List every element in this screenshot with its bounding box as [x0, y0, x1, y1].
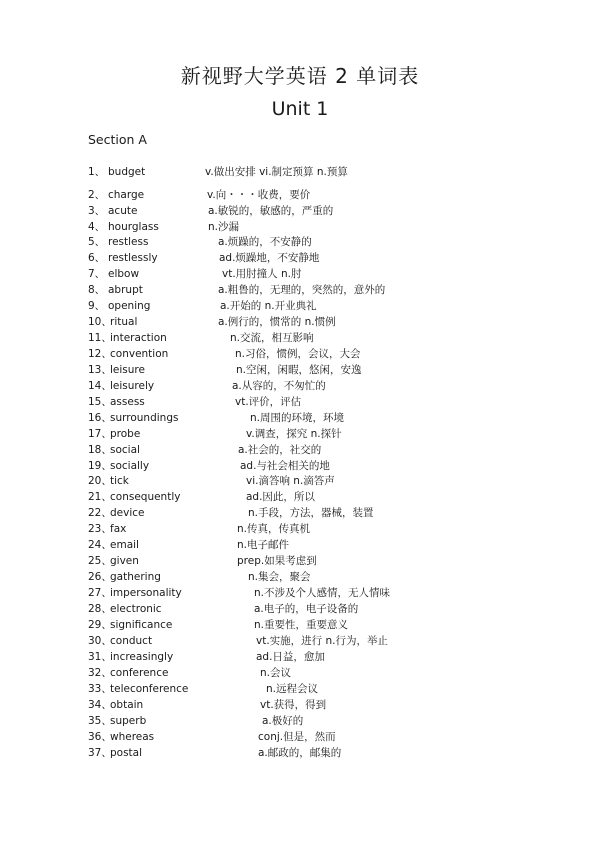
vocab-entry	[0, 713, 600, 729]
vocab-entry	[0, 330, 600, 346]
entry-word: acute	[108, 205, 138, 217]
entry-number: 20、	[88, 475, 112, 487]
entry-number: 19、	[88, 460, 112, 472]
page-title: 新视野大学英语 2 单词表	[180, 64, 420, 88]
entry-word: postal	[110, 747, 143, 759]
vocab-entry	[0, 697, 600, 713]
vocab-entry	[0, 473, 600, 489]
entry-word: interaction	[110, 332, 167, 344]
entry-definition: v.做出安排 vi.制定预算 n.预算	[205, 166, 348, 178]
entry-word: elbow	[108, 268, 140, 280]
entry-number: 23、	[88, 523, 112, 535]
entry-word: restlessly	[108, 252, 158, 264]
vocab-entry	[0, 164, 600, 180]
entry-definition: a.例行的，惯常的 n.惯例	[218, 316, 336, 328]
entry-number: 14、	[88, 380, 112, 392]
entry-definition: v.向・・・收费，要价	[207, 189, 311, 201]
entry-word: whereas	[110, 731, 155, 743]
entry-definition: n.会议	[260, 667, 291, 679]
entry-number: 24、	[88, 539, 112, 551]
entry-definition: n.周围的环境，环境	[250, 412, 344, 424]
entry-definition: a.社会的，社交的	[238, 444, 322, 456]
entry-word: fax	[110, 523, 127, 535]
entry-definition: a.粗鲁的，无理的，突然的，意外的	[218, 284, 386, 296]
entry-number: 17、	[88, 428, 112, 440]
vocab-entry	[0, 234, 600, 250]
entry-number: 10、	[88, 316, 112, 328]
entry-definition: a.敏锐的，敏感的，严重的	[208, 205, 334, 217]
entry-number: 16、	[88, 412, 112, 424]
entry-definition: ad.日益，愈加	[256, 651, 325, 663]
vocab-entry	[0, 426, 600, 442]
entry-number: 3、	[88, 205, 106, 217]
vocab-entry	[0, 617, 600, 633]
entry-word: abrupt	[108, 284, 143, 296]
entry-number: 36、	[88, 731, 112, 743]
unit-heading: Unit 1	[271, 98, 329, 120]
entry-number: 35、	[88, 715, 112, 727]
entry-word: surroundings	[110, 412, 179, 424]
entry-definition: v.调查，探究 n.探针	[246, 428, 342, 440]
entry-number: 18、	[88, 444, 112, 456]
entry-word: hourglass	[108, 221, 159, 233]
vocab-entry	[0, 314, 600, 330]
vocab-entry	[0, 569, 600, 585]
entry-number: 6、	[88, 252, 106, 264]
entry-definition: n.不涉及个人感情，无人情味	[254, 587, 390, 599]
entry-word: email	[110, 539, 139, 551]
entry-number: 12、	[88, 348, 112, 360]
entry-number: 21、	[88, 491, 112, 503]
entry-word: increasingly	[110, 651, 174, 663]
entry-word: consequently	[110, 491, 181, 503]
entry-word: obtain	[110, 699, 144, 711]
entry-word: conduct	[110, 635, 153, 647]
entry-number: 37、	[88, 747, 112, 759]
entry-definition: conj.但是，然而	[258, 731, 336, 743]
entry-word: convention	[110, 348, 169, 360]
entry-definition: vt.实施，进行 n.行为，举止	[256, 635, 388, 647]
entry-number: 13、	[88, 364, 112, 376]
entry-word: budget	[108, 166, 146, 178]
entry-number: 5、	[88, 236, 106, 248]
entry-definition: ad.因此，所以	[246, 491, 315, 503]
entry-definition: n.沙漏	[208, 221, 239, 233]
entry-number: 29、	[88, 619, 112, 631]
vocab-entry	[0, 729, 600, 745]
entry-number: 27、	[88, 587, 112, 599]
entry-number: 25、	[88, 555, 112, 567]
entry-word: social	[110, 444, 140, 456]
entry-definition: a.邮政的，邮集的	[258, 747, 342, 759]
entry-number: 32、	[88, 667, 112, 679]
entry-number: 2、	[88, 189, 106, 201]
entry-number: 9、	[88, 300, 106, 312]
entry-number: 26、	[88, 571, 112, 583]
vocab-entry	[0, 219, 600, 235]
vocab-entry	[0, 378, 600, 394]
vocab-entry	[0, 521, 600, 537]
entry-word: superb	[110, 715, 147, 727]
entry-definition: a.烦躁的，不安静的	[218, 236, 312, 248]
vocab-entry	[0, 537, 600, 553]
entry-definition: vt.评价，评估	[235, 396, 302, 408]
entry-number: 30、	[88, 635, 112, 647]
vocab-entry	[0, 553, 600, 569]
entry-number: 22、	[88, 507, 112, 519]
vocab-entry	[0, 505, 600, 521]
entry-definition: n.远程会议	[266, 683, 318, 695]
vocab-entry	[0, 489, 600, 505]
entry-word: electronic	[110, 603, 162, 615]
entry-definition: n.手段，方法，器械，装置	[248, 507, 374, 519]
entry-word: tick	[110, 475, 129, 487]
entry-number: 28、	[88, 603, 112, 615]
entry-word: gathering	[110, 571, 161, 583]
vocab-entry	[0, 250, 600, 266]
entry-number: 1、	[88, 166, 106, 178]
vocab-entry	[0, 681, 600, 697]
entry-word: probe	[110, 428, 141, 440]
entry-definition: ad.烦躁地，不安静地	[219, 252, 320, 264]
vocab-entry	[0, 266, 600, 282]
entry-word: conference	[110, 667, 169, 679]
vocab-entry	[0, 187, 600, 203]
entry-word: device	[110, 507, 145, 519]
entry-number: 33、	[88, 683, 112, 695]
entry-word: assess	[110, 396, 145, 408]
vocab-entry	[0, 394, 600, 410]
vocab-entry	[0, 665, 600, 681]
vocab-entry	[0, 633, 600, 649]
entry-number: 8、	[88, 284, 106, 296]
vocab-entry	[0, 442, 600, 458]
entry-number: 7、	[88, 268, 106, 280]
entry-word: socially	[110, 460, 150, 472]
entry-word: ritual	[110, 316, 138, 328]
entry-word: opening	[108, 300, 151, 312]
vocab-entry	[0, 458, 600, 474]
entry-definition: ad.与社会相关的地	[240, 460, 330, 472]
section-heading: Section A	[88, 132, 147, 147]
vocab-entry	[0, 298, 600, 314]
entry-definition: vi.滴答响 n.滴答声	[246, 475, 335, 487]
entry-definition: n.集会，聚会	[248, 571, 311, 583]
entry-word: charge	[108, 189, 145, 201]
entry-definition: n.重要性，重要意义	[254, 619, 348, 631]
entry-definition: vt.获得，得到	[260, 699, 327, 711]
entry-definition: prep.如果考虑到	[237, 555, 317, 567]
vocab-entry	[0, 203, 600, 219]
entry-word: leisurely	[110, 380, 155, 392]
entry-definition: a.极好的	[262, 715, 304, 727]
entry-word: given	[110, 555, 139, 567]
entry-definition: a.从容的，不匆忙的	[232, 380, 326, 392]
vocab-entry	[0, 585, 600, 601]
vocab-entry	[0, 601, 600, 617]
entry-definition: vt.用肘撞人 n.肘	[222, 268, 302, 280]
entry-word: significance	[110, 619, 173, 631]
entry-definition: n.空闲，闲暇，悠闲，安逸	[236, 364, 362, 376]
entry-number: 11、	[88, 332, 112, 344]
vocab-entry	[0, 745, 600, 761]
vocab-entry	[0, 346, 600, 362]
entry-word: restless	[108, 236, 149, 248]
entry-definition: n.电子邮件	[237, 539, 289, 551]
entry-number: 4、	[88, 221, 106, 233]
entry-number: 34、	[88, 699, 112, 711]
entry-definition: a.开始的 n.开业典礼	[220, 300, 317, 312]
vocab-entry	[0, 362, 600, 378]
entry-definition: n.习俗，惯例，会议，大会	[235, 348, 361, 360]
entry-definition: n.传真，传真机	[237, 523, 310, 535]
entry-number: 31、	[88, 651, 112, 663]
entry-word: impersonality	[110, 587, 182, 599]
vocab-entry	[0, 649, 600, 665]
vocab-entry	[0, 282, 600, 298]
vocab-entry	[0, 410, 600, 426]
entry-word: leisure	[110, 364, 145, 376]
entry-definition: a.电子的，电子设备的	[254, 603, 359, 615]
entry-word: teleconference	[110, 683, 189, 695]
entry-definition: n.交流，相互影响	[230, 332, 314, 344]
entry-number: 15、	[88, 396, 112, 408]
